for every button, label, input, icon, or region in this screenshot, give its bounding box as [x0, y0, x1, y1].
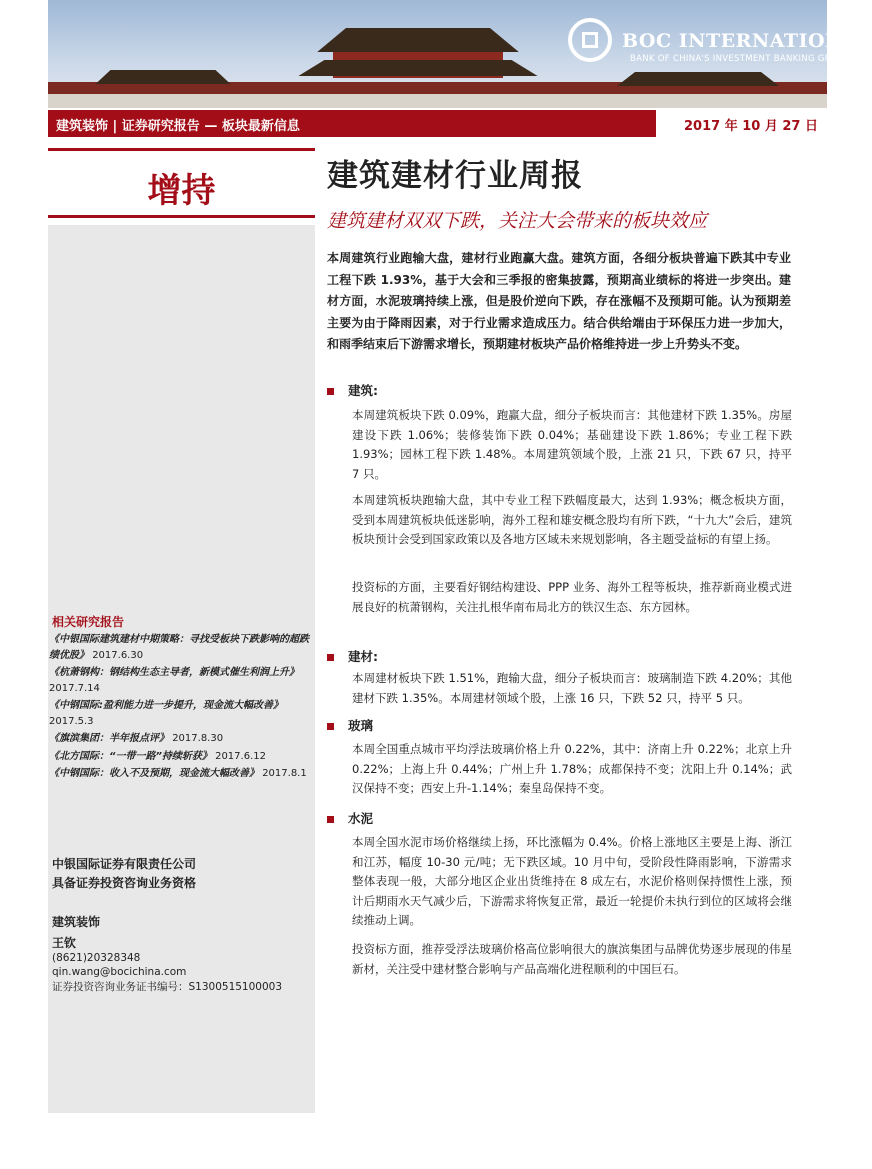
related-report-date: 2017.8.1 [262, 768, 307, 779]
paragraph: 投资标的方面，主要看好钢结构建设、PPP 业务、海外工程等板块，推荐新商业模式进展良好的杭萧钢构，关注扎根华南布局北方的铁汉生态、东方园林。 [352, 580, 792, 614]
analyst-license: 证券投资咨询业务证书编号：S1300515100003 [52, 980, 283, 993]
related-report-item[interactable] [49, 731, 313, 747]
section-heading-glass: 玻璃 [327, 716, 373, 734]
related-report-item[interactable] [49, 698, 313, 729]
related-report-title: 《旗滨集团：半年报点评》 [49, 733, 169, 744]
brand-name: BOC INTERNATIONAL [622, 30, 872, 52]
related-report-item[interactable] [49, 749, 313, 765]
related-report-title: 《中钢国际：收入不及预期，现金流大幅改善》 [49, 768, 259, 779]
related-report-date: 2017.6.30 [92, 649, 144, 661]
square-bullet-icon [327, 816, 334, 823]
company-qualification: 具备证券投资咨询业务资格 [52, 876, 197, 890]
report-subtitle: 建筑建材双双下跌，关注大会带来的板块效应 [327, 210, 708, 232]
related-report-title: 《杭萧钢构：钢结构生态主导者，新模式催生利润上升》 [49, 667, 299, 678]
related-report-title: 《中银国际建筑建材中期策略：寻找受板块下跌影响的超跌绩优股》 [49, 634, 309, 661]
analyst-info [52, 936, 282, 994]
header-banner [48, 0, 872, 108]
analyst-name: 王钦 [52, 936, 77, 950]
related-reports-title: 相关研究报告 [52, 615, 125, 629]
square-bullet-icon [327, 388, 334, 395]
paragraph: 本周全国重点城市平均浮法玻璃价格上升 0.22%，其中：济南上升 0.22%；北京上升 0.22%；上海上升 0.44%；广州上升 1.78%；成都保持不变；沈阳上升 0.14%；武汉保持不变；西安上升-1.14%；秦皇岛保持不变。 [352, 742, 792, 795]
report-title: 建筑建材行业周报 [327, 158, 583, 194]
report-date: 2017 年 10 月 27 日 [684, 119, 818, 134]
related-report-title: 《北方国际：“一带一路”持续斩获》 [49, 750, 212, 762]
paragraph: 本周全国水泥市场价格继续上扬，环比涨幅为 0.4%。价格上涨地区主要是上海、浙江和江苏，幅度 10-30 元/吨；无下跌区域。10 月中旬，受阶段性降雨影响，下游需求整体表现一般，大部分地区企业出货维持在 8 成左右，水泥价格则保持惯性上涨，预计后期雨水天气减少后，下游需求将恢复正常，最近一轮提价未执行到位的区域将会继续推动上调。 [352, 835, 792, 927]
square-bullet-icon [327, 723, 334, 730]
rating-panel [48, 137, 315, 225]
related-report-date: 2017.8.30 [172, 733, 224, 744]
company-name: 中银国际证券有限责任公司 [52, 857, 197, 871]
boc-logo-icon [568, 18, 612, 62]
side-roof-left-graphic [88, 70, 238, 84]
rating-label: 增持 [147, 171, 216, 211]
related-reports-list [49, 632, 313, 784]
analyst-email[interactable]: qin.wang@bocichina.com [52, 966, 187, 978]
section-heading-materials: 建材: [327, 647, 378, 665]
section-heading-cement: 水泥 [327, 809, 373, 827]
header-strip [48, 110, 827, 137]
rating-box [48, 148, 315, 218]
related-report-date: 2017.7.14 [49, 682, 100, 694]
breadcrumb: 建筑装饰 | 证券研究报告 — 板块最新信息 [56, 119, 300, 134]
side-roof-right-graphic [608, 72, 788, 86]
date-box [654, 110, 827, 137]
section-heading-construction: 建筑: [327, 381, 378, 399]
report-summary: 本周建筑行业跑输大盘，建材行业跑赢大盘。建筑方面，各细分板块普遍下跌其中专业工程下跌 1.93%，基于大会和三季报的密集披露，预期高业绩标的将进一步突出。建材方面，水泥玻璃持续上涨，但是股价逆向下跌，存在涨幅不及预期可能。认为预期差主要为由于降雨因素，对于行业需求造成压力。结合供给端由于环保压力进一步加大，和雨季结束后下游需求增长，预期建材板块产品价格维持进一步上升势头不变。 [327, 251, 791, 351]
paragraph: 本周建筑板块下跌 0.09%，跑赢大盘，细分子板块而言：其他建材下跌 1.35%。房屋建设下跌 1.06%；装修装饰下跌 0.04%；基础建设下跌 1.86%；专业工程下跌 1.93%；园林工程下跌 1.48%。本周建筑领域个股，上涨 21 只，下跌 67 只，持平 7 只。 [352, 408, 792, 481]
palace-roof-graphic [298, 28, 538, 52]
related-report-date: 2017.6.12 [215, 750, 266, 762]
company-info [52, 855, 196, 893]
palace-roof-lower-graphic [288, 60, 548, 76]
related-report-date: 2017.5.3 [49, 715, 94, 727]
brand-tagline: BANK OF CHINA'S INVESTMENT BANKING GROUP [630, 54, 850, 64]
sector-label: 建筑装饰 [52, 915, 101, 929]
related-report-item[interactable] [49, 632, 313, 663]
paragraph: 本周建材板块下跌 1.51%，跑输大盘，细分子板块而言：玻璃制造下跌 4.20%；其他建材下跌 1.35%。本周建材领域个股，上涨 16 只，下跌 52 只，持平 5 只。 [352, 671, 792, 705]
paragraph: 投资标方面，推荐受浮法玻璃价格高位影响很大的旗滨集团与品牌优势逐步展现的伟星新材，关注受中建材整合影响与产品高端化进程顺利的中国巨石。 [352, 942, 792, 976]
square-bullet-icon [327, 654, 334, 661]
paragraph: 本周建筑板块跑输大盘，其中专业工程下跌幅度最大，达到 1.93%；概念板块方面，受到本周建筑板块低迷影响，海外工程和雄安概念股均有所下跌，“十九大”会后，建筑板块预计会受到国家政策以及各地方区域未来规划影响，各主题受益标的有望上扬。 [352, 493, 792, 546]
analyst-phone: (8621)20328348 [52, 951, 141, 964]
courtyard-graphic [48, 94, 827, 108]
related-report-item[interactable] [49, 665, 313, 696]
related-report-title: 《中钢国际:盈利能力进一步提升，现金流大幅改善》 [49, 700, 283, 711]
related-report-item[interactable] [49, 766, 313, 782]
